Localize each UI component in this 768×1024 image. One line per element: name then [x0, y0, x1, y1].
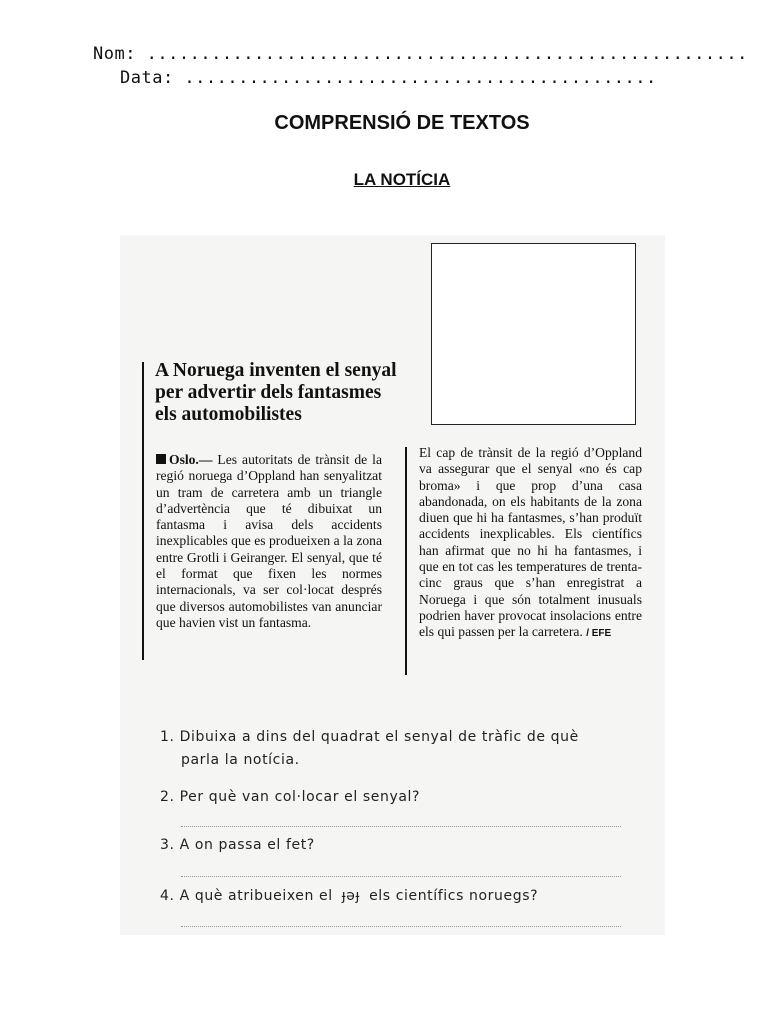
- name-field-label: Nom: ........................................................: [93, 44, 748, 64]
- article-agency: / EFE: [586, 628, 612, 640]
- square-bullet-icon: [156, 454, 166, 464]
- question-4-end: els científics noruegs?: [369, 888, 539, 904]
- page-subtitle: LA NOTÍCIA: [353, 170, 451, 189]
- column-rule-left: [142, 362, 144, 660]
- date-field-label: Data: ............................................: [120, 68, 657, 88]
- page-title: COMPRENSIÓ DE TEXTOS: [274, 112, 530, 134]
- article-column-2-text: El cap de trànsit de la regió d’Oppland va assegurar que el senyal «no és cap broma» i que prop d’una casa abandonada, on els habitants de la zona diuen que hi ha fantasmes, s’han produït accidents inexplicables. Els científics han afirmat que no hi ha fantasmes, i que en tot cas les temperatures de trenta-cinc graus que s’han enregistrat a Noruega i que són totalment inusuals podrien haver provocat insolacions entre els qui passen per la carretera.: [419, 445, 642, 640]
- question-2: 2. Per què van col·locar el senyal?: [160, 789, 421, 805]
- answer-line-3[interactable]: [181, 876, 621, 877]
- column-rule-right: [405, 447, 407, 675]
- article-column-2: [419, 445, 642, 643]
- answer-line-4[interactable]: [181, 926, 621, 927]
- article-column-1: [156, 452, 382, 631]
- answer-line-2[interactable]: [181, 826, 621, 827]
- drawing-square[interactable]: [431, 243, 636, 425]
- article-headline: A Noruega inventen el senyal per advertir dels fantasmes els automobilistes: [155, 360, 397, 425]
- question-1-line-2: parla la notícia.: [181, 752, 300, 768]
- article-column-1-text: Les autoritats de trànsit de la regió noruega d’Oppland han senyalitzat un tram de carretera amb un triangle d’advertència que té dibuixat un fantasma i avisa dels accidents inexplicables que es produeixen a la zona entre Grotli i Geiranger. El senyal, que té el format que fixen les normes internacionals, va ser col·locat després que diversos automobilistes van anunciar que havien vist un fantasma.: [156, 452, 382, 630]
- question-4-start: 4. A què atribueixen el: [160, 888, 333, 904]
- question-4-mark: ɟǝɟ: [341, 888, 360, 904]
- question-3: 3. A on passa el fet?: [160, 837, 315, 853]
- article-dateline: Oslo.—: [169, 452, 213, 467]
- question-4: [160, 888, 538, 904]
- question-1-line-1: 1. Dibuixa a dins del quadrat el senyal de tràfic de què: [160, 729, 579, 745]
